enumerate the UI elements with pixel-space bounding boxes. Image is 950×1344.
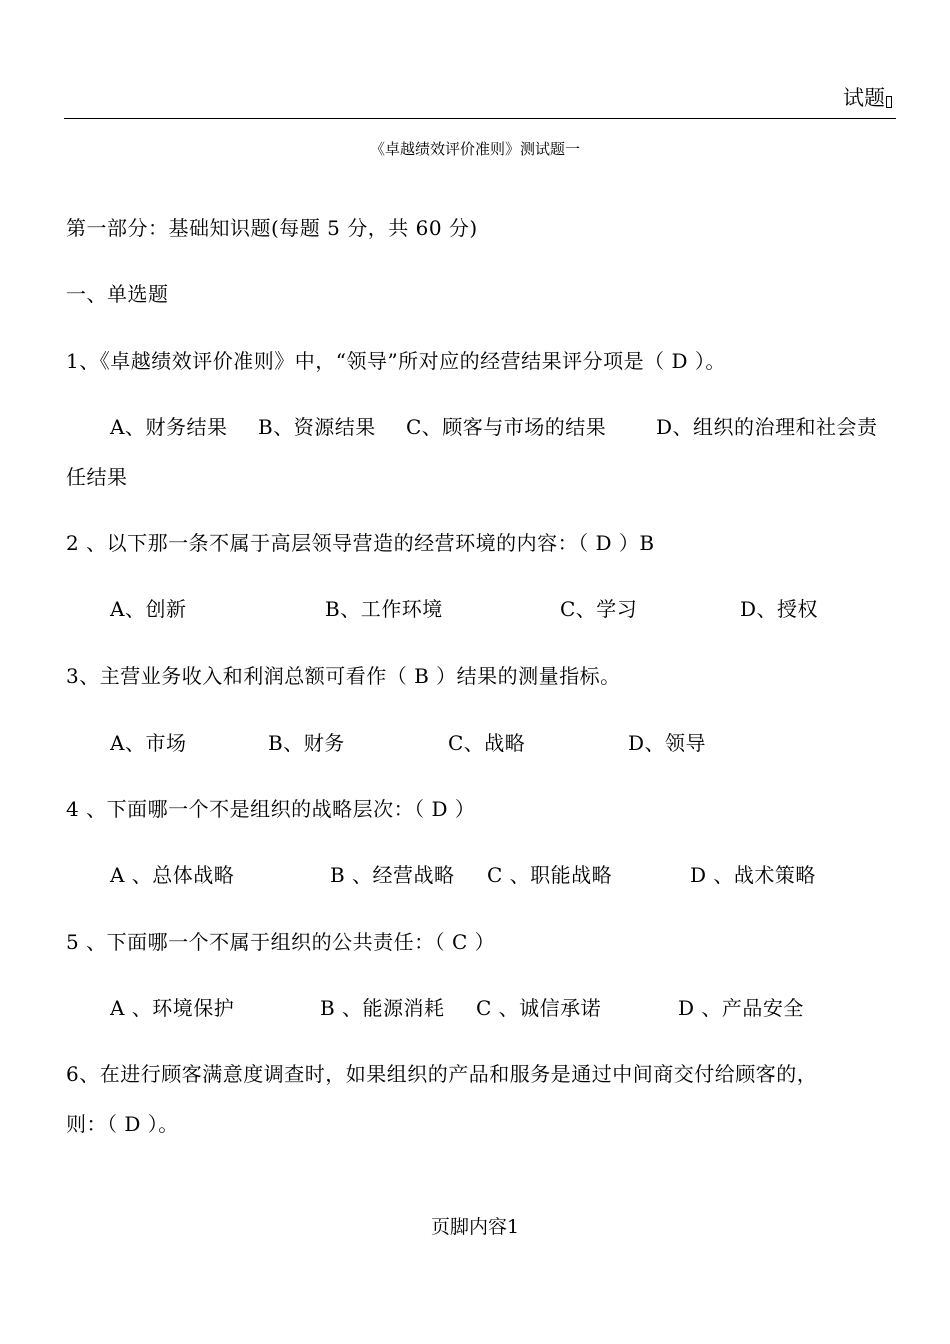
question-4-option-b: B 、经营战略 (330, 863, 455, 887)
question-4-option-c: C 、职能战略 (487, 863, 613, 887)
question-5-option-d: D 、产品安全 (678, 996, 804, 1020)
question-3-option-a: A、市场 (110, 731, 187, 755)
header-divider (64, 118, 896, 119)
document-title: 《卓越绩效评价准则》测试题一 (369, 140, 580, 158)
question-2-option-b: B、工作环境 (325, 597, 443, 621)
question-1-option-a: A、财务结果 (110, 415, 228, 439)
question-2-option-a: A、创新 (110, 597, 187, 621)
question-5-stem: 5 、下面哪一个不属于组织的公共责任：（ C ） (66, 930, 496, 954)
question-2-stem: 2 、以下那一条不属于高层领导营造的经营环境的内容：（ D ）B (66, 531, 655, 555)
question-4-option-d: D 、战术策略 (690, 863, 816, 887)
page-footer: 页脚内容1 (430, 1216, 520, 1238)
question-3-option-c: C、战略 (448, 731, 526, 755)
question-1-option-d: D、组织的治理和社会责 (656, 415, 878, 439)
question-2-option-d: D、授权 (740, 597, 819, 621)
question-3-stem: 3、主营业务收入和利润总额可看作（ B ）结果的测量指标。 (66, 664, 621, 688)
question-1-option-b: B、资源结果 (258, 415, 376, 439)
header-label (843, 82, 892, 112)
part-heading: 第一部分：基础知识题(每题 5 分，共 60 分) (66, 216, 478, 240)
placeholder-glyph-icon (886, 96, 892, 108)
question-4-stem: 4 、下面哪一个不是组织的战略层次：（ D ） (66, 797, 476, 821)
question-5-option-a: A 、环境保护 (110, 996, 235, 1020)
header-label-text: 试题 (843, 86, 885, 110)
question-2-option-c: C、学习 (560, 597, 638, 621)
question-1-stem: 1、《卓越绩效评价准则》中，“领导”所对应的经营结果评分项是（ D ）。 (66, 349, 726, 373)
question-1-continuation: 任结果 (66, 465, 128, 489)
question-1-option-c: C、顾客与市场的结果 (406, 415, 607, 439)
question-3-option-d: D、领导 (628, 731, 707, 755)
section-heading: 一、单选题 (66, 282, 169, 306)
question-6-continuation: 则：（ D ）。 (66, 1112, 179, 1136)
question-4-option-a: A 、总体战略 (110, 863, 235, 887)
question-5-option-b: B 、能源消耗 (320, 996, 445, 1020)
question-6-stem: 6、在进行顾客满意度调查时，如果组织的产品和服务是通过中间商交付给顾客的， (66, 1062, 818, 1086)
question-5-option-c: C 、诚信承诺 (476, 996, 602, 1020)
question-3-option-b: B、财务 (268, 731, 345, 755)
